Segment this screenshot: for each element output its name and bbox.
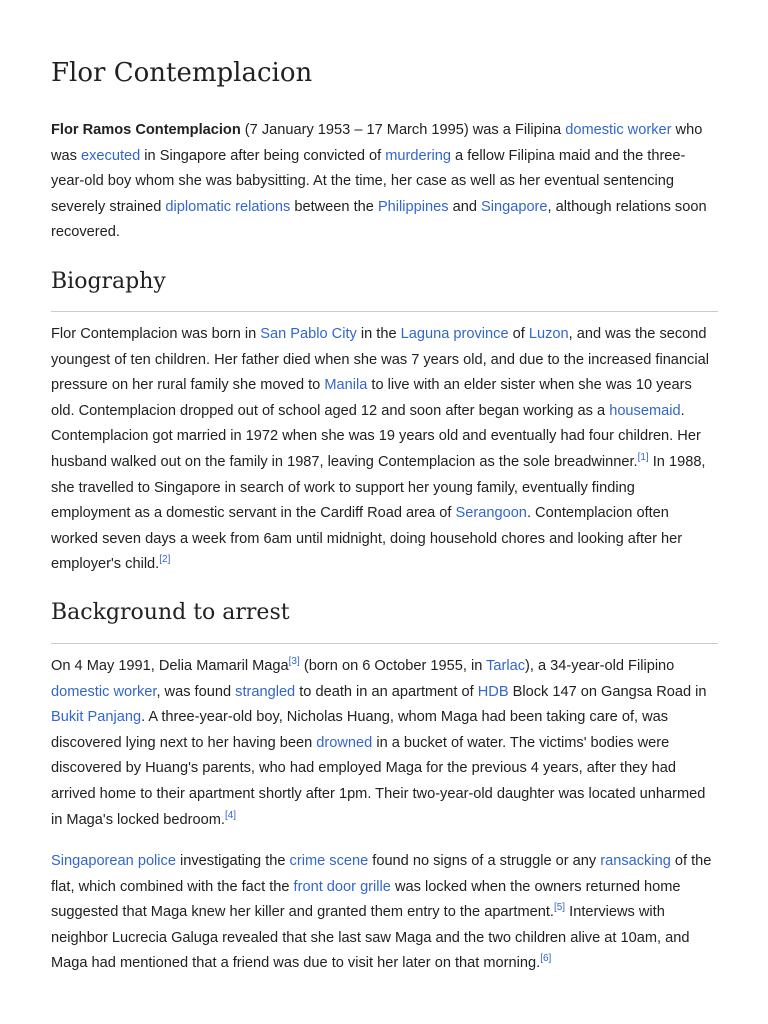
link-singapore[interactable]: Singapore	[481, 198, 548, 215]
link-drowned[interactable]: drowned	[316, 734, 373, 751]
background-text: ), a 34-year-old Filipino	[525, 658, 675, 674]
link-strangled[interactable]: strangled	[235, 683, 296, 700]
biography-text: . Contemplacion often worked seven days a week from 6am until midnight, doing household chores and looking after her employer's child.	[51, 505, 683, 573]
intro-text: a fellow Filipina maid and the three-year-old boy whom she was babysitting. At the time, her case as well as her eventual sentencing severely strained	[51, 147, 686, 215]
biography-text: to live with an elder sister when she was 10 years old. Contemplacion dropped out of school aged 12 and soon after began working as a	[51, 377, 692, 419]
background-paragraph-1	[51, 654, 718, 833]
link-domestic-worker-2[interactable]: domestic worker	[51, 683, 157, 700]
link-executed[interactable]: executed	[81, 147, 141, 164]
biography-text: of	[508, 326, 529, 342]
biography-text: In 1988, she travelled to Singapore in search of work to support her young family, eventually finding employment as a domestic servant in the Cardiff Road area of	[51, 453, 706, 522]
link-hdb[interactable]: HDB	[477, 683, 509, 700]
citation-3[interactable]: [3]	[288, 656, 300, 668]
background-text: investigating the	[175, 853, 290, 869]
section-heading-background: Background to arrest	[51, 600, 290, 625]
intro-text: , although relations soon recovered.	[51, 198, 707, 241]
link-bukit-panjang[interactable]: Bukit Panjang	[51, 709, 142, 726]
intro-text: between the	[290, 198, 378, 215]
biography-text: Flor Contemplacion was born in	[51, 326, 261, 342]
citation-5[interactable]: [5]	[553, 902, 566, 914]
background-text: . A three-year-old boy, Nicholas Huang, whom Maga had been taking care of, was discovered lying next to her having been	[51, 709, 669, 751]
background-paragraph-2	[51, 849, 718, 977]
link-front-door-grille[interactable]: front door grille	[293, 878, 391, 895]
link-housemaid[interactable]: housemaid	[609, 402, 681, 419]
link-domestic-worker[interactable]: domestic worker	[565, 122, 672, 138]
background-text: found no signs of a struggle or any	[368, 853, 601, 869]
link-serangoon[interactable]: Serangoon	[455, 505, 527, 522]
intro-text: who was	[51, 122, 703, 164]
link-crime-scene[interactable]: crime scene	[289, 853, 369, 869]
section-divider	[51, 311, 718, 312]
intro-text: (7 January 1953 – 17 March 1995) was a Filipina	[240, 122, 566, 138]
intro-paragraph	[51, 118, 718, 246]
link-singaporean-police[interactable]: Singaporean police	[51, 853, 176, 869]
intro-text: in Singapore after being convicted of	[140, 147, 386, 164]
link-luzon[interactable]: Luzon	[528, 326, 569, 342]
link-tarlac[interactable]: Tarlac	[486, 658, 526, 674]
link-laguna-province[interactable]: Laguna province	[400, 326, 509, 342]
biography-text: in the	[356, 326, 401, 342]
biography-text: , and was the second youngest of ten children. Her father died when she was 7 years old, and due to the increased financial pressure on her rural family she moved to	[51, 326, 709, 394]
link-philippines[interactable]: Philippines	[377, 198, 449, 215]
link-ransacking[interactable]: ransacking	[600, 853, 671, 869]
intro-text: and	[448, 198, 481, 215]
background-text: to death in an apartment of	[295, 683, 478, 700]
background-text: Interviews with neighbor Lucrecia Galuga revealed that she last saw Maga and the two children alive at 10am, and Maga had mentioned that a friend was due to visit her later on that morning.	[51, 904, 690, 972]
background-text: was locked when the owners returned home suggested that Maga knew her killer and granted them entry to the apartment.	[51, 878, 681, 921]
link-san-pablo-city[interactable]: San Pablo City	[260, 326, 357, 342]
subject-name: Flor Ramos Contemplacion	[51, 122, 241, 138]
background-text: , was found	[156, 683, 236, 700]
link-murdering[interactable]: murdering	[385, 147, 451, 164]
page-title: Flor Contemplacion	[51, 58, 313, 88]
link-manila[interactable]: Manila	[324, 377, 368, 394]
citation-6[interactable]: [6]	[540, 953, 552, 965]
section-divider	[51, 643, 718, 644]
citation-4[interactable]: [4]	[224, 809, 237, 821]
background-text: On 4 May 1991, Delia Mamaril Maga	[51, 658, 289, 674]
background-text: of the flat, which combined with the fact the	[51, 853, 712, 895]
biography-text: . Contemplacion got married in 1972 when she was 19 years old and eventually had four children. Her husband walked out on the family in 1987, leaving Contemplacion as the sole breadwinner.	[51, 402, 701, 470]
citation-1[interactable]: [1]	[637, 452, 649, 464]
background-text: (born on 6 October 1955, in	[299, 658, 487, 674]
background-text: Block 147 on Gangsa Road in	[508, 683, 707, 700]
background-text: in a bucket of water. The victims' bodies were discovered by Huang's parents, who had employed Maga for the previous 4 years, after they had arrived home to their apartment shortly after 1pm. Their two-year-old daughter was located unharmed in Maga's locked bedroom.	[51, 734, 706, 828]
biography-paragraph	[51, 322, 718, 578]
link-diplomatic-relations[interactable]: diplomatic relations	[165, 198, 291, 215]
section-heading-biography: Biography	[51, 269, 166, 294]
citation-2[interactable]: [2]	[159, 554, 171, 566]
